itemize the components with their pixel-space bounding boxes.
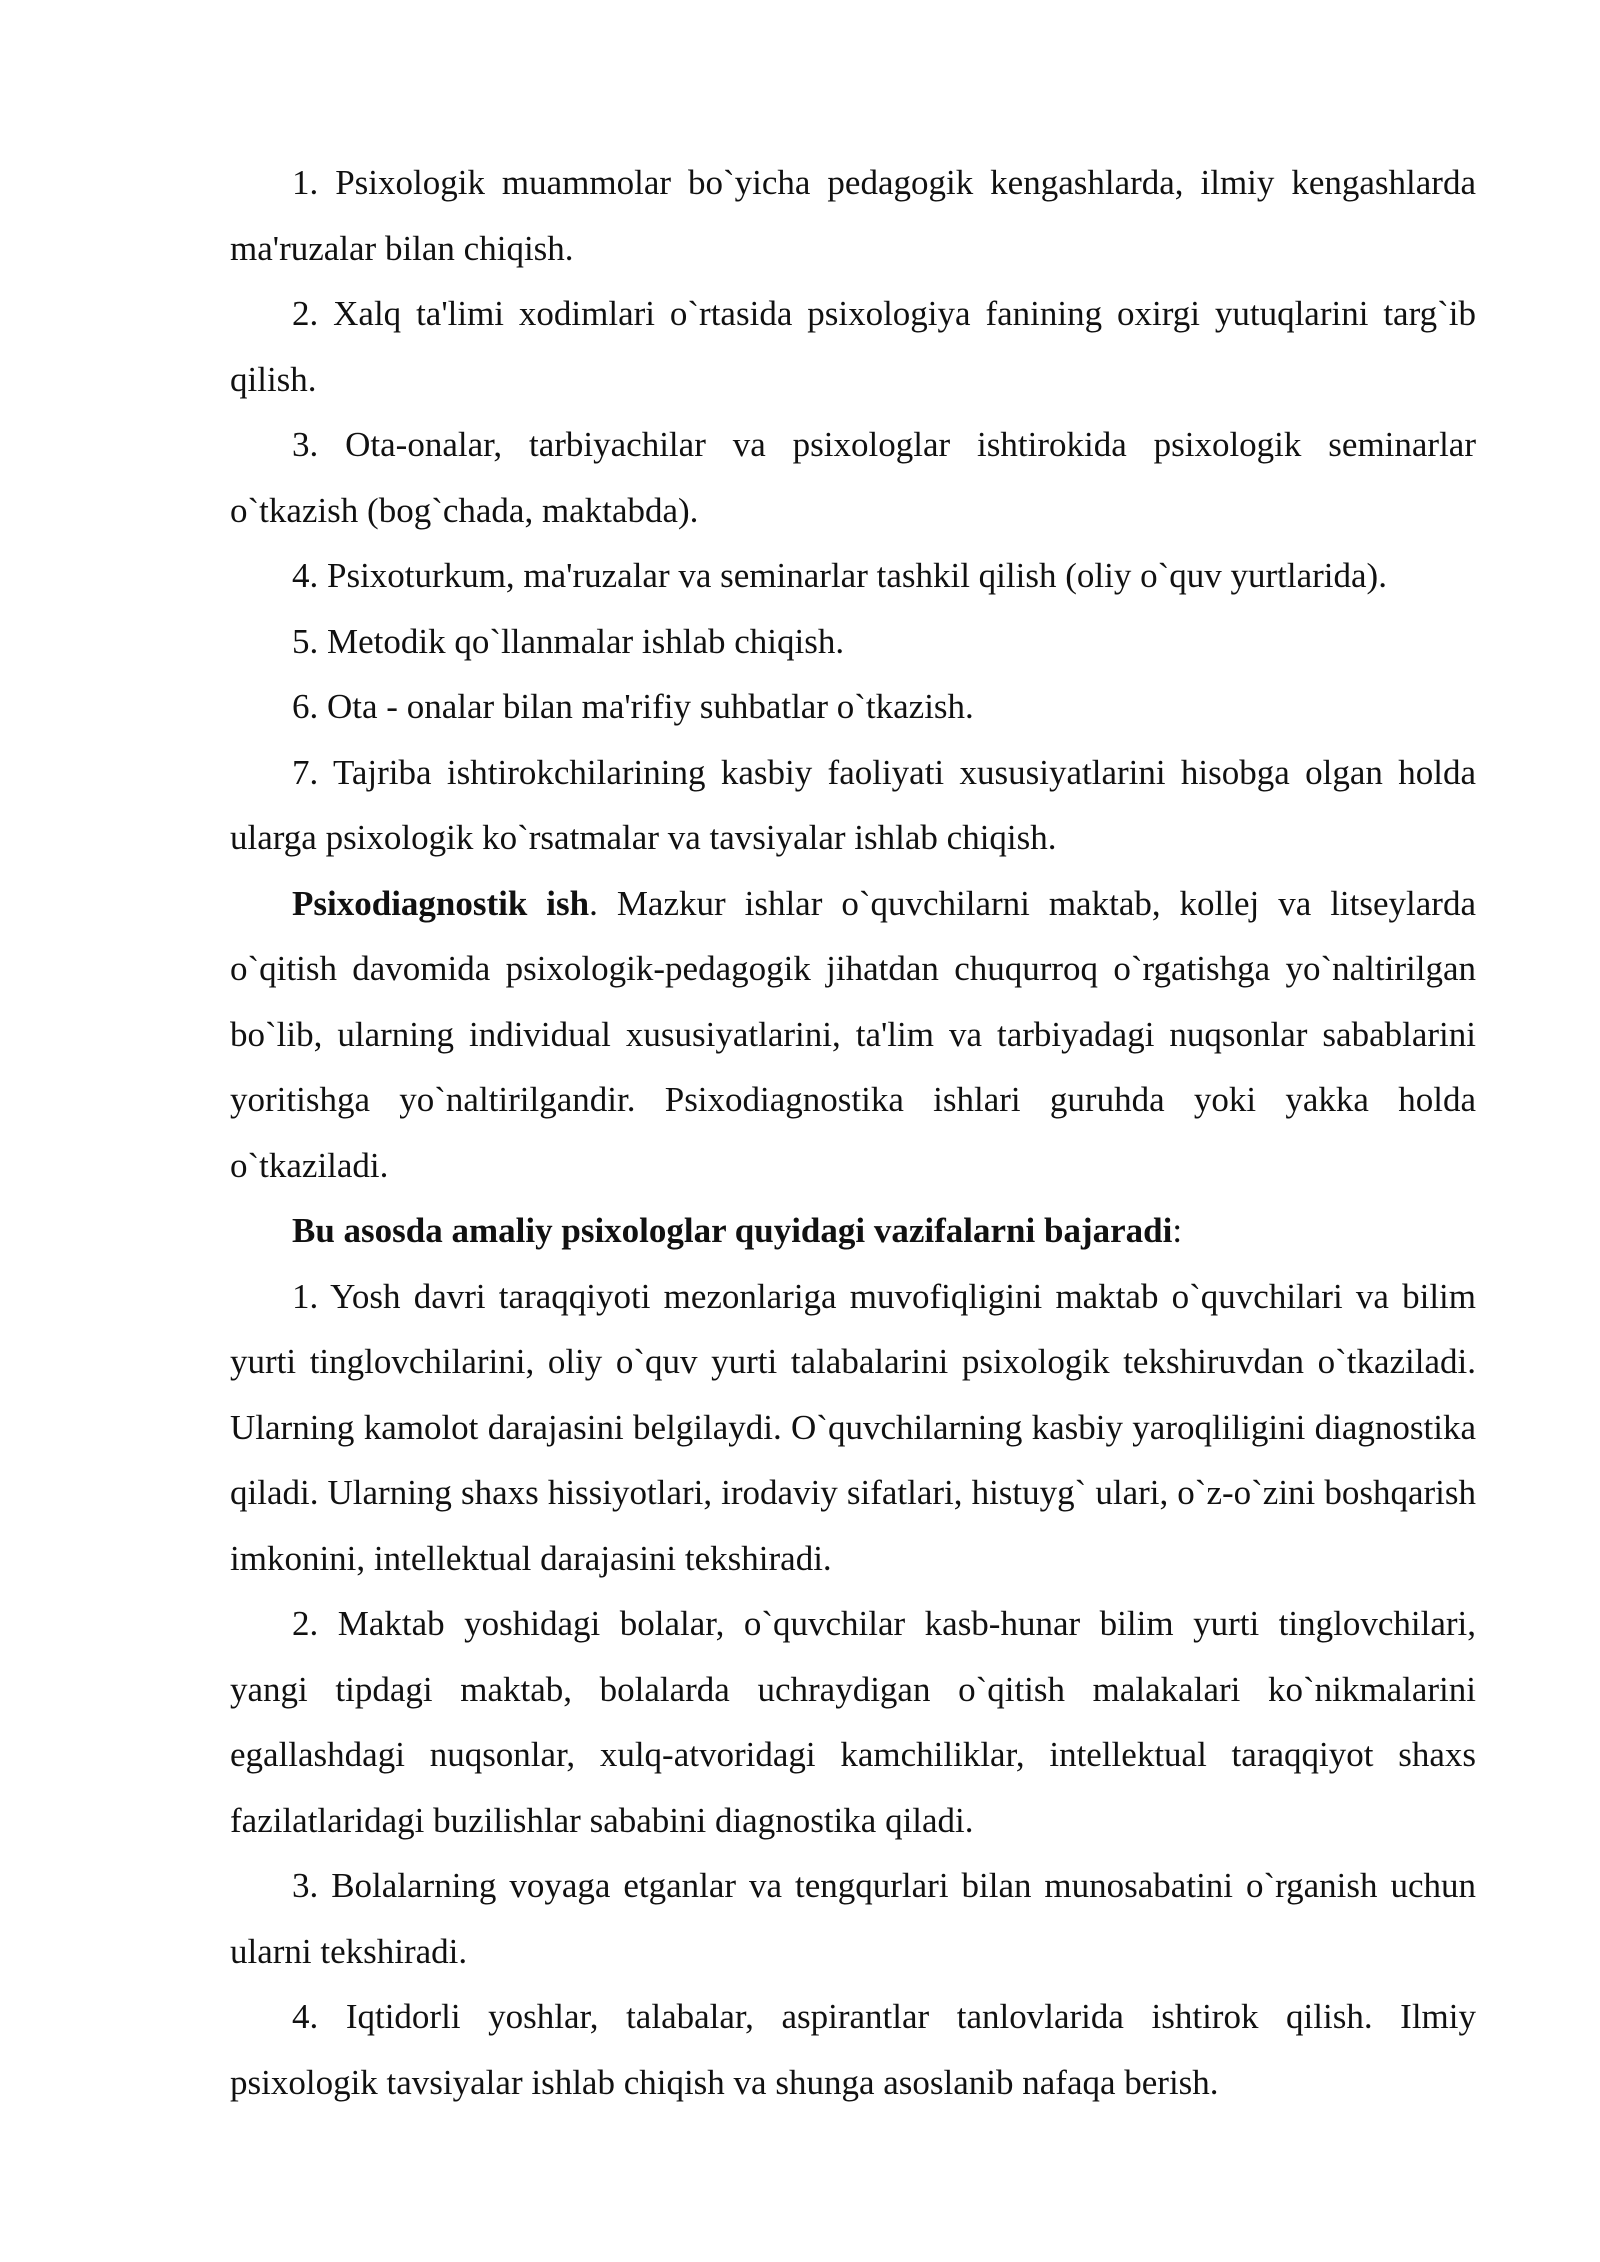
psychodiagnostic-text: . Mazkur ishlar o`quvchilarni maktab, kollej va litseylarda o`qitish davomida psixologik-pedagogik jihatdan chuqurroq o`rgatishga yo`naltirilgan bo`lib, ularning individual xususiyatlarini, ta'lim va tarbiyadagi nuqsonlar sabablarini yoritishga yo`naltirilgandir. Psixodiagnostika ishlari guruhda yoki yakka holda o`tkaziladi. (230, 883, 1476, 1185)
tasks-heading-suffix: : (1172, 1211, 1183, 1250)
list-item: 6. Ota - onalar bilan ma'rifiy suhbatlar o`tkazish. (292, 687, 974, 726)
tasks-heading: Bu asosda amaliy psixologlar quyidagi vazifalarni bajaradi (292, 1211, 1173, 1250)
list-item: 5. Metodik qo`llanmalar ishlab chiqish. (292, 621, 845, 661)
list-item: 7. Tajriba ishtirokchilarining kasbiy faoliyati xususiyatlarini hisobga olgan holda ularga psixologik ko`rsatmalar va tavsiyalar ishlab chiqish. (230, 752, 1476, 857)
task-item: 4. Iqtidorli yoshlar, talabalar, aspirantlar tanlovlarida ishtirok qilish. Ilmiy psixologik tavsiyalar ishlab chiqish va shunga asoslanib nafaqa berish. (230, 1997, 1476, 2102)
task-item: 2. Maktab yoshidagi bolalar, o`quvchilar kasb-hunar bilim yurti tinglovchilari, yangi tipdagi maktab, bolalarda uchraydigan o`qitish malakalari ko`nikmalarini egallashdagi nuqsonlar, xulq-atvoridagi kamchiliklar, intellektual taraqqiyot shaxs fazilatlaridagi buzilishlar sababini diagnostika qiladi. (230, 1604, 1476, 1840)
list-item: 3. Ota-onalar, tarbiyachilar va psixologlar ishtirokida psixologik seminarlar o`tkazish (bog`chada, maktabda). (230, 425, 1476, 530)
tasks-paragraph (230, 1198, 1476, 1264)
task-item: 1. Yosh davri taraqqiyoti mezonlariga muvofiqligini maktab o`quvchilari va bilim yurti tinglovchilarini, oliy o`quv yurti talabalarini psixologik tekshiruvdan o`tkaziladi. Ularning kamolot darajasini belgilaydi. O`quvchilarning kasbiy yaroqliligini diagnostika qiladi. Ularning shaxs hissiyotlari, irodaviy sifatlari, histuyg` ulari, o`z-o`zini boshqarish imkonini, intellektual darajasini tekshiradi. (230, 1276, 1476, 1578)
document-page (230, 150, 1476, 2115)
psychodiagnostic-paragraph (230, 871, 1476, 1199)
list-item: 4. Psixoturkum, ma'ruzalar va seminarlar tashkil qilish (oliy o`quv yurtlarida). (292, 556, 1387, 595)
list-item: 1. Psixologik muammolar bo`yicha pedagogik kengashlarda, ilmiy kengashlarda ma'ruzalar bilan chiqish. (230, 163, 1476, 268)
list-item: 2. Xalq ta'limi xodimlari o`rtasida psixologiya fanining oxirgi yutuqlarini targ`ib qilish. (230, 294, 1476, 399)
task-item: 3. Bolalarning voyaga etganlar va tengqurlari bilan munosabatini o`rganish uchun ularni tekshiradi. (230, 1866, 1476, 1971)
psychodiagnostic-heading: Psixodiagnostik ish (292, 883, 590, 923)
